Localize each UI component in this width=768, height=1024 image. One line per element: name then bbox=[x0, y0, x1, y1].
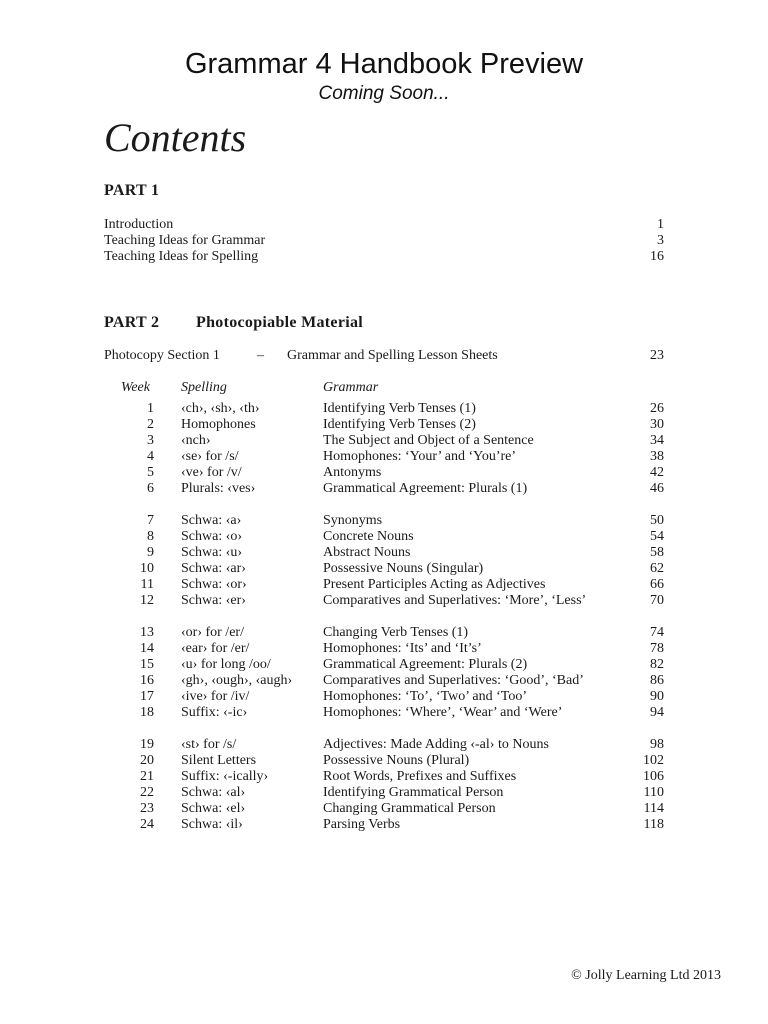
contents-entry-title: Introduction bbox=[104, 217, 174, 232]
week-page-number: 54 bbox=[650, 529, 664, 544]
week-spelling: Suffix: ‹-ically› bbox=[181, 769, 269, 784]
week-spelling: Plurals: ‹ves› bbox=[181, 481, 256, 496]
week-page-number: 82 bbox=[650, 657, 664, 672]
column-header-week: Week bbox=[120, 380, 150, 395]
week-spelling: ‹ear› for /er/ bbox=[181, 641, 250, 656]
week-page-number: 94 bbox=[650, 705, 664, 720]
week-spelling: Homophones bbox=[181, 417, 256, 432]
week-number: 12 bbox=[140, 593, 154, 608]
week-page-number: 102 bbox=[643, 753, 664, 768]
copyright-footer: © Jolly Learning Ltd 2013 bbox=[571, 968, 721, 983]
week-spelling: Schwa: ‹al› bbox=[181, 785, 246, 800]
week-grammar: Grammatical Agreement: Plurals (2) bbox=[323, 657, 528, 672]
contents-entry-page: 1 bbox=[657, 217, 664, 232]
week-page-number: 98 bbox=[650, 737, 664, 752]
week-grammar: Concrete Nouns bbox=[323, 529, 414, 544]
document-title: Grammar 4 Handbook Preview bbox=[184, 48, 584, 80]
week-spelling: ‹or› for /er/ bbox=[181, 625, 244, 640]
week-spelling: ‹ch›, ‹sh›, ‹th› bbox=[181, 401, 260, 416]
week-number: 7 bbox=[147, 513, 154, 528]
week-page-number: 90 bbox=[650, 689, 664, 704]
week-spelling: ‹st› for /s/ bbox=[181, 737, 237, 752]
week-page-number: 78 bbox=[650, 641, 664, 656]
week-spelling: ‹nch› bbox=[181, 433, 211, 448]
section-dash: – bbox=[257, 348, 264, 363]
week-number: 3 bbox=[147, 433, 154, 448]
week-grammar: Homophones: ‘To’, ‘Two’ and ‘Too’ bbox=[323, 689, 528, 704]
week-page-number: 106 bbox=[643, 769, 664, 784]
week-page-number: 110 bbox=[643, 785, 664, 800]
week-number: 22 bbox=[140, 785, 154, 800]
week-number: 18 bbox=[140, 705, 154, 720]
contents-entry-page: 16 bbox=[650, 249, 664, 264]
week-page-number: 114 bbox=[643, 801, 664, 816]
week-number: 4 bbox=[147, 449, 154, 464]
week-grammar: Identifying Verb Tenses (1) bbox=[323, 401, 476, 416]
week-grammar: Antonyms bbox=[323, 465, 382, 480]
week-grammar: Comparatives and Superlatives: ‘Good’, ‘Bad’ bbox=[323, 673, 584, 688]
week-grammar: Root Words, Prefixes and Suffixes bbox=[323, 769, 517, 784]
week-number: 1 bbox=[147, 401, 154, 416]
week-grammar: Possessive Nouns (Plural) bbox=[323, 753, 470, 768]
week-page-number: 42 bbox=[650, 465, 664, 480]
week-grammar: Homophones: ‘Your’ and ‘You’re’ bbox=[323, 449, 517, 464]
week-page-number: 50 bbox=[650, 513, 664, 528]
week-spelling: ‹gh›, ‹ough›, ‹augh› bbox=[181, 673, 293, 688]
week-number: 11 bbox=[140, 577, 154, 592]
contents-heading: Contents bbox=[104, 115, 247, 160]
week-grammar: Homophones: ‘Where’, ‘Wear’ and ‘Were’ bbox=[323, 705, 563, 720]
week-page-number: 30 bbox=[650, 417, 664, 432]
week-number: 10 bbox=[140, 561, 154, 576]
week-grammar: Grammatical Agreement: Plurals (1) bbox=[323, 481, 528, 496]
week-number: 9 bbox=[147, 545, 154, 560]
week-grammar: Synonyms bbox=[323, 513, 383, 528]
contents-entry-title: Teaching Ideas for Spelling bbox=[104, 249, 259, 264]
week-page-number: 58 bbox=[650, 545, 664, 560]
week-spelling: ‹ve› for /v/ bbox=[181, 465, 242, 480]
week-page-number: 62 bbox=[650, 561, 664, 576]
week-page-number: 26 bbox=[650, 401, 664, 416]
week-grammar: Present Participles Acting as Adjectives bbox=[323, 577, 546, 592]
week-grammar: The Subject and Object of a Sentence bbox=[323, 433, 534, 448]
week-spelling: Schwa: ‹ar› bbox=[181, 561, 246, 576]
week-number: 21 bbox=[140, 769, 154, 784]
week-number: 17 bbox=[140, 689, 154, 704]
week-number: 24 bbox=[140, 817, 154, 832]
week-number: 15 bbox=[140, 657, 154, 672]
week-grammar: Identifying Verb Tenses (2) bbox=[323, 417, 476, 432]
column-header-spelling: Spelling bbox=[181, 380, 227, 395]
week-page-number: 74 bbox=[650, 625, 664, 640]
week-spelling: Schwa: ‹o› bbox=[181, 529, 243, 544]
week-grammar: Abstract Nouns bbox=[323, 545, 411, 560]
week-number: 19 bbox=[140, 737, 154, 752]
week-page-number: 118 bbox=[643, 817, 664, 832]
week-page-number: 86 bbox=[650, 673, 664, 688]
week-page-number: 46 bbox=[650, 481, 664, 496]
week-grammar: Adjectives: Made Adding ‹-al› to Nouns bbox=[323, 737, 549, 752]
week-spelling: Schwa: ‹er› bbox=[181, 593, 246, 608]
week-grammar: Possessive Nouns (Singular) bbox=[323, 561, 484, 576]
document-subtitle: Coming Soon... bbox=[318, 83, 450, 104]
part1-heading: PART 1 bbox=[104, 182, 160, 199]
part2-heading: PART 2 bbox=[104, 314, 160, 331]
week-page-number: 34 bbox=[650, 433, 664, 448]
week-grammar: Identifying Grammatical Person bbox=[323, 785, 504, 800]
week-spelling: ‹ive› for /iv/ bbox=[181, 689, 250, 704]
week-spelling: ‹se› for /s/ bbox=[181, 449, 239, 464]
week-spelling: Suffix: ‹-ic› bbox=[181, 705, 248, 720]
week-number: 23 bbox=[140, 801, 154, 816]
week-spelling: Silent Letters bbox=[181, 753, 257, 768]
week-grammar: Changing Grammatical Person bbox=[323, 801, 496, 816]
week-grammar: Comparatives and Superlatives: ‘More’, ‘Less’ bbox=[323, 593, 587, 608]
week-spelling: ‹u› for long /oo/ bbox=[181, 657, 271, 672]
section-page-number: 23 bbox=[650, 348, 664, 363]
week-page-number: 38 bbox=[650, 449, 664, 464]
week-spelling: Schwa: ‹el› bbox=[181, 801, 246, 816]
week-page-number: 70 bbox=[650, 593, 664, 608]
week-spelling: Schwa: ‹il› bbox=[181, 817, 243, 832]
week-number: 13 bbox=[140, 625, 154, 640]
week-number: 2 bbox=[147, 417, 154, 432]
part2-subtitle: Photocopiable Material bbox=[196, 314, 364, 331]
week-page-number: 66 bbox=[650, 577, 664, 592]
section-name: Photocopy Section 1 bbox=[104, 348, 220, 363]
week-number: 20 bbox=[140, 753, 154, 768]
week-number: 14 bbox=[140, 641, 154, 656]
week-spelling: Schwa: ‹a› bbox=[181, 513, 242, 528]
week-grammar: Changing Verb Tenses (1) bbox=[323, 625, 469, 640]
week-number: 8 bbox=[147, 529, 154, 544]
section-title: Grammar and Spelling Lesson Sheets bbox=[287, 348, 498, 363]
week-number: 16 bbox=[140, 673, 154, 688]
week-grammar: Homophones: ‘Its’ and ‘It’s’ bbox=[323, 641, 482, 656]
week-grammar: Parsing Verbs bbox=[323, 817, 401, 832]
column-header-grammar: Grammar bbox=[323, 380, 379, 395]
week-spelling: Schwa: ‹or› bbox=[181, 577, 247, 592]
contents-entry-page: 3 bbox=[657, 233, 664, 248]
week-spelling: Schwa: ‹u› bbox=[181, 545, 243, 560]
contents-entry-title: Teaching Ideas for Grammar bbox=[104, 233, 266, 248]
week-number: 6 bbox=[147, 481, 154, 496]
week-number: 5 bbox=[147, 465, 154, 480]
